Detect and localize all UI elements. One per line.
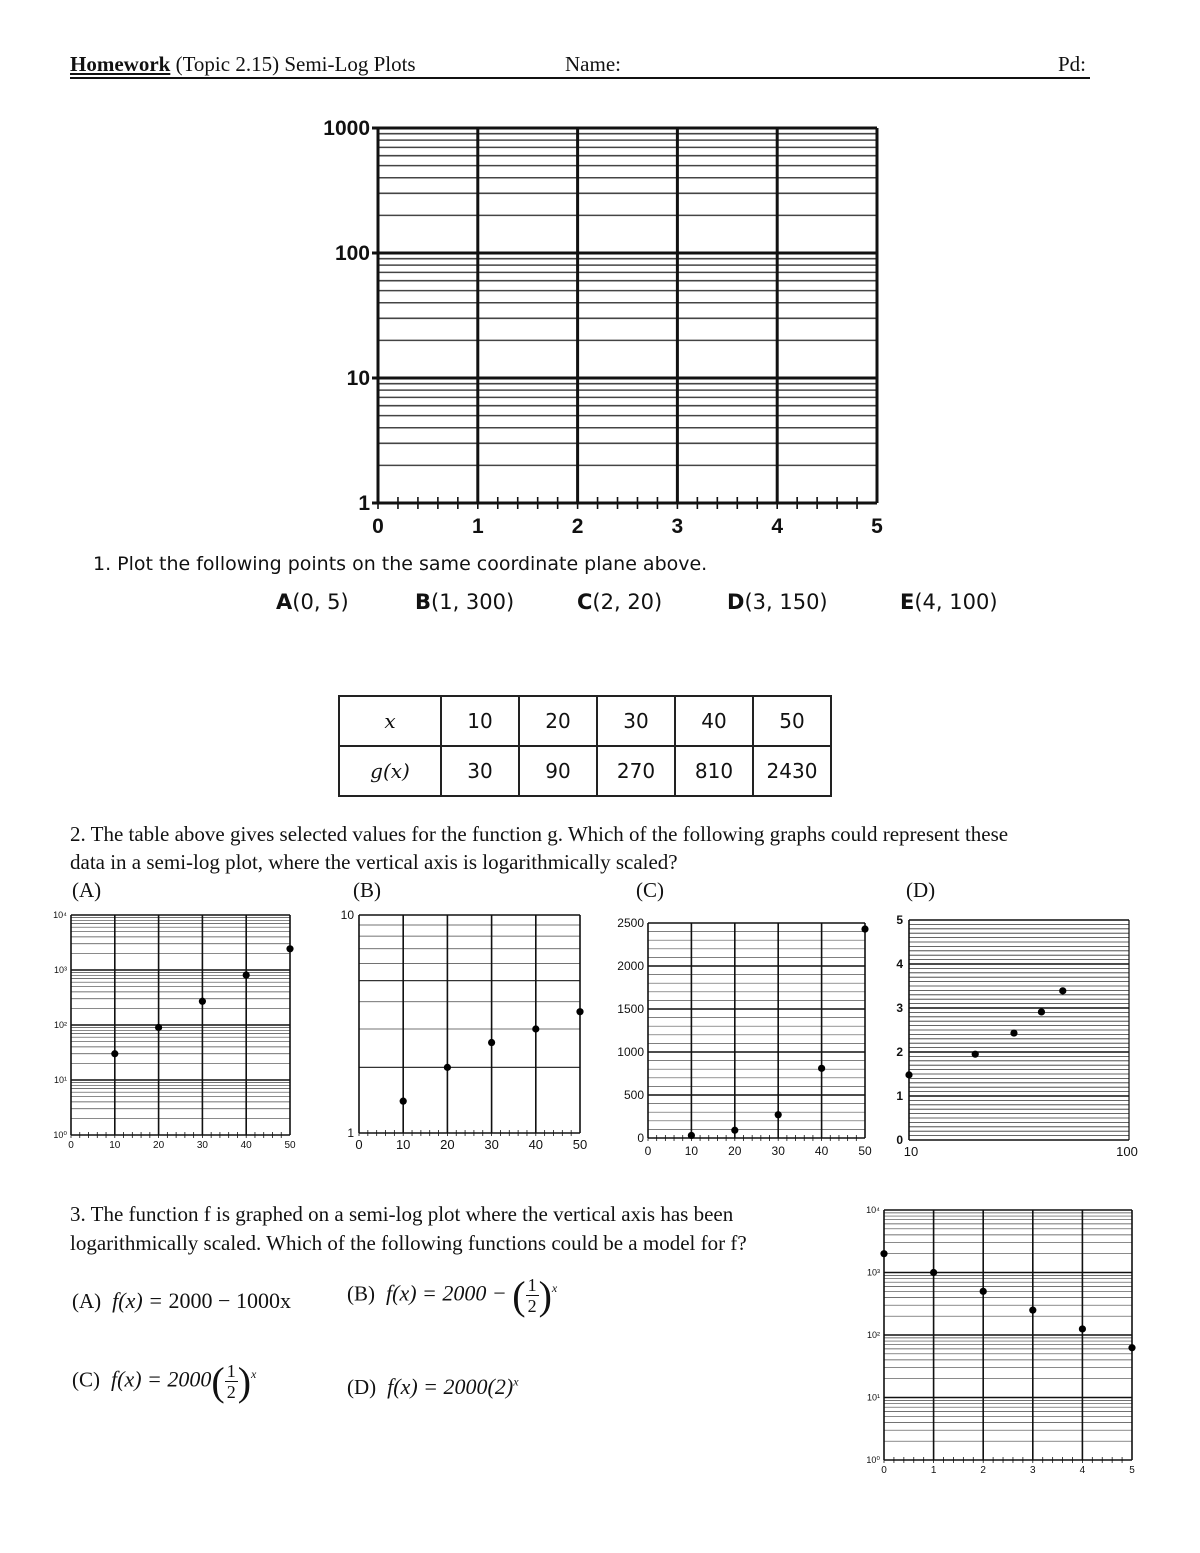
header-title-bold: Homework bbox=[70, 52, 171, 76]
x-tick-label: 50 bbox=[858, 1144, 872, 1158]
data-point bbox=[1038, 1008, 1045, 1015]
data-point bbox=[400, 1098, 407, 1105]
x-tick-label: 0 bbox=[372, 515, 384, 538]
data-point bbox=[243, 971, 250, 978]
table-header-x: x bbox=[339, 696, 441, 746]
period-label: Pd: bbox=[1058, 52, 1087, 76]
point-b-name: B bbox=[415, 590, 432, 614]
q3-option-a-lhs: f(x) = bbox=[112, 1288, 169, 1313]
x-tick-label: 1 bbox=[471, 515, 484, 538]
x-tick-label: 5 bbox=[871, 515, 883, 538]
point-a bbox=[276, 590, 349, 614]
data-point bbox=[1059, 987, 1066, 994]
x-tick-label: 10 bbox=[903, 1144, 919, 1159]
y-tick-label: 1500 bbox=[617, 1002, 644, 1016]
q3-option-d-lhs: f(x) = 2000(2) bbox=[387, 1374, 514, 1399]
table-cell: 10 bbox=[441, 696, 519, 746]
q3-option-d-exp: x bbox=[513, 1374, 519, 1389]
point-c bbox=[577, 590, 662, 614]
data-point bbox=[576, 1008, 583, 1015]
q2-text-line1: 2. The table above gives selected values for the function g. Which of the following graphs could represent these bbox=[70, 822, 1009, 846]
q3-option-c-lhs: f(x) = 2000 bbox=[111, 1366, 212, 1392]
point-e bbox=[900, 590, 998, 614]
y-tick-label: 10³ bbox=[53, 965, 67, 975]
header-title-topic: (Topic 2.15) Semi-Log Plots bbox=[175, 52, 416, 76]
x-tick-label: 0 bbox=[644, 1144, 652, 1158]
q3-option-c-exp: x bbox=[251, 1367, 257, 1382]
q1-text: 1. Plot the following points on the same coordinate plane above. bbox=[93, 553, 708, 575]
table-cell: 90 bbox=[519, 746, 597, 796]
values-table bbox=[338, 695, 832, 797]
data-point bbox=[532, 1025, 539, 1032]
y-tick-label: 1000 bbox=[617, 1045, 644, 1059]
table-cell: 30 bbox=[441, 746, 519, 796]
q3-option-c[interactable]: (C) f(x) = 2000( $\frac{1}{2}$ )$^x$ bbox=[72, 1359, 257, 1404]
x-tick-label: 20 bbox=[440, 1137, 455, 1152]
point-b-coords: (1, 300) bbox=[431, 590, 515, 614]
choice-c-chart bbox=[600, 905, 885, 1160]
point-c-name: C bbox=[577, 590, 593, 614]
header-underline bbox=[70, 77, 1090, 79]
y-tick-label: 2500 bbox=[617, 916, 644, 930]
choice-a-chart bbox=[40, 905, 310, 1160]
table-cell: 2430 bbox=[753, 746, 831, 796]
x-tick-label: 4 bbox=[1079, 1465, 1086, 1476]
choice-b-chart bbox=[330, 905, 600, 1160]
q3-option-a-label: (A) bbox=[72, 1289, 102, 1313]
x-tick-label: 2 bbox=[980, 1465, 986, 1476]
y-tick-label: 10 bbox=[346, 367, 370, 390]
table-cell: 50 bbox=[753, 696, 831, 746]
y-tick-label: 4 bbox=[896, 957, 903, 971]
q3-option-b[interactable]: (B) f(x) = 2000 − ( $\frac{1}{2}$ )$^x$ bbox=[347, 1273, 558, 1318]
x-tick-label: 30 bbox=[484, 1137, 499, 1152]
x-tick-label: 10 bbox=[684, 1144, 699, 1158]
q3-option-b-fraction bbox=[526, 1275, 539, 1316]
y-tick-label: 10¹ bbox=[53, 1075, 67, 1085]
table-cell: 20 bbox=[519, 696, 597, 746]
data-point bbox=[980, 1288, 987, 1295]
q3-option-c-fraction bbox=[225, 1361, 238, 1402]
q3-option-b-label: (B) bbox=[347, 1281, 375, 1306]
choice-b-label: (B) bbox=[353, 878, 381, 902]
y-tick-label: 2000 bbox=[617, 959, 644, 973]
data-point bbox=[905, 1071, 912, 1078]
y-tick-label: 5 bbox=[896, 913, 903, 927]
table-row-x bbox=[339, 696, 831, 746]
point-e-coords: (4, 100) bbox=[914, 590, 998, 614]
y-tick-label: 0 bbox=[896, 1133, 903, 1147]
q3-option-d-label: (D) bbox=[347, 1375, 377, 1399]
point-a-coords: (0, 5) bbox=[292, 590, 349, 614]
y-tick-label: 2 bbox=[896, 1045, 903, 1059]
x-tick-label: 100 bbox=[1116, 1144, 1138, 1159]
q3-option-b-den: 2 bbox=[527, 1296, 537, 1316]
data-point bbox=[880, 1250, 887, 1257]
data-point bbox=[1010, 1029, 1017, 1036]
choice-d-chart bbox=[885, 905, 1150, 1160]
y-tick-label: 10⁰ bbox=[866, 1455, 880, 1465]
data-point bbox=[444, 1064, 451, 1071]
point-d-name: D bbox=[727, 590, 745, 614]
data-point bbox=[1079, 1325, 1086, 1332]
x-tick-label: 50 bbox=[572, 1137, 588, 1152]
choice-d-label: (D) bbox=[906, 878, 936, 902]
data-point bbox=[488, 1039, 495, 1046]
q3-chart bbox=[848, 1198, 1148, 1483]
data-point bbox=[972, 1051, 979, 1058]
y-tick-label: 10² bbox=[53, 1020, 67, 1030]
point-b bbox=[415, 590, 514, 614]
y-tick-label: 1 bbox=[358, 492, 370, 515]
x-tick-label: 20 bbox=[153, 1140, 165, 1151]
x-tick-label: 4 bbox=[771, 515, 784, 538]
data-point bbox=[199, 998, 206, 1005]
point-d bbox=[727, 590, 828, 614]
q3-option-b-lhs: f(x) = 2000 − bbox=[386, 1280, 513, 1306]
x-tick-label: 10 bbox=[109, 1140, 121, 1151]
y-tick-label: 10⁴ bbox=[53, 910, 67, 920]
y-tick-label: 10² bbox=[866, 1330, 880, 1340]
point-a-name: A bbox=[276, 590, 293, 614]
y-tick-label: 100 bbox=[334, 242, 370, 265]
data-point bbox=[731, 1127, 738, 1134]
q3-option-a-rhs: 2000 − 1000x bbox=[168, 1288, 291, 1313]
y-tick-label: 10 bbox=[340, 908, 354, 922]
y-tick-label: 10³ bbox=[866, 1267, 880, 1278]
data-point bbox=[286, 945, 293, 952]
y-tick-label: 1000 bbox=[323, 117, 370, 140]
y-tick-label: 1 bbox=[896, 1089, 903, 1103]
y-tick-label: 10¹ bbox=[866, 1392, 880, 1403]
x-tick-label: 0 bbox=[355, 1137, 363, 1152]
main-semilog-grid bbox=[300, 110, 900, 550]
x-tick-label: 2 bbox=[571, 515, 584, 538]
x-tick-label: 5 bbox=[1129, 1465, 1135, 1476]
q3-option-b-exp: x bbox=[551, 1281, 558, 1296]
x-tick-label: 1 bbox=[930, 1465, 937, 1476]
q3-option-c-label: (C) bbox=[72, 1367, 100, 1392]
data-point bbox=[1029, 1307, 1036, 1314]
x-tick-label: 10 bbox=[395, 1137, 411, 1152]
choice-a-label: (A) bbox=[72, 878, 102, 902]
q2-text-line2: data in a semi-log plot, where the vertical axis is logarithmically scaled? bbox=[70, 850, 678, 874]
y-tick-label: 0 bbox=[637, 1131, 644, 1145]
x-tick-label: 3 bbox=[671, 515, 684, 538]
data-point bbox=[688, 1132, 695, 1139]
x-tick-label: 50 bbox=[284, 1140, 296, 1151]
data-point bbox=[930, 1269, 937, 1276]
q3-option-c-num: 1 bbox=[226, 1361, 236, 1381]
point-c-coords: (2, 20) bbox=[592, 590, 663, 614]
data-point bbox=[818, 1065, 825, 1072]
x-tick-label: 40 bbox=[240, 1140, 252, 1151]
table-cell: 810 bbox=[675, 746, 753, 796]
table-cell: 40 bbox=[675, 696, 753, 746]
q3-option-c-den: 2 bbox=[226, 1382, 236, 1402]
q3-option-d[interactable] bbox=[347, 1374, 519, 1400]
data-point bbox=[775, 1111, 782, 1118]
data-point bbox=[861, 925, 868, 932]
data-point bbox=[155, 1024, 162, 1031]
x-tick-label: 0 bbox=[881, 1465, 887, 1476]
x-tick-label: 30 bbox=[771, 1144, 785, 1158]
y-tick-label: 10⁰ bbox=[53, 1130, 67, 1140]
point-e-name: E bbox=[900, 590, 915, 614]
table-cell: 30 bbox=[597, 696, 675, 746]
x-tick-label: 40 bbox=[528, 1137, 544, 1152]
q3-option-b-num: 1 bbox=[527, 1275, 537, 1295]
y-tick-label: 3 bbox=[896, 1001, 903, 1015]
data-point bbox=[111, 1050, 118, 1057]
q3-text-line2: logarithmically scaled. Which of the following functions could be a model for f? bbox=[70, 1231, 747, 1255]
y-tick-label: 1 bbox=[347, 1126, 354, 1140]
name-label: Name: bbox=[565, 52, 621, 76]
choice-c-label: (C) bbox=[636, 878, 664, 902]
q3-text-line1: 3. The function f is graphed on a semi-log plot where the vertical axis has been bbox=[70, 1202, 734, 1226]
table-row-gx bbox=[339, 746, 831, 796]
q3-option-a[interactable] bbox=[72, 1288, 291, 1314]
x-tick-label: 20 bbox=[728, 1144, 742, 1158]
point-d-coords: (3, 150) bbox=[744, 590, 828, 614]
data-point bbox=[1128, 1344, 1135, 1351]
y-tick-label: 10⁴ bbox=[866, 1205, 880, 1215]
x-tick-label: 0 bbox=[68, 1140, 74, 1151]
x-tick-label: 40 bbox=[814, 1144, 829, 1158]
table-cell: 270 bbox=[597, 746, 675, 796]
header-title bbox=[70, 52, 416, 77]
x-tick-label: 3 bbox=[1030, 1465, 1036, 1476]
x-tick-label: 30 bbox=[196, 1140, 208, 1151]
y-tick-label: 500 bbox=[623, 1088, 644, 1102]
table-header-gx: g(x) bbox=[339, 746, 441, 796]
